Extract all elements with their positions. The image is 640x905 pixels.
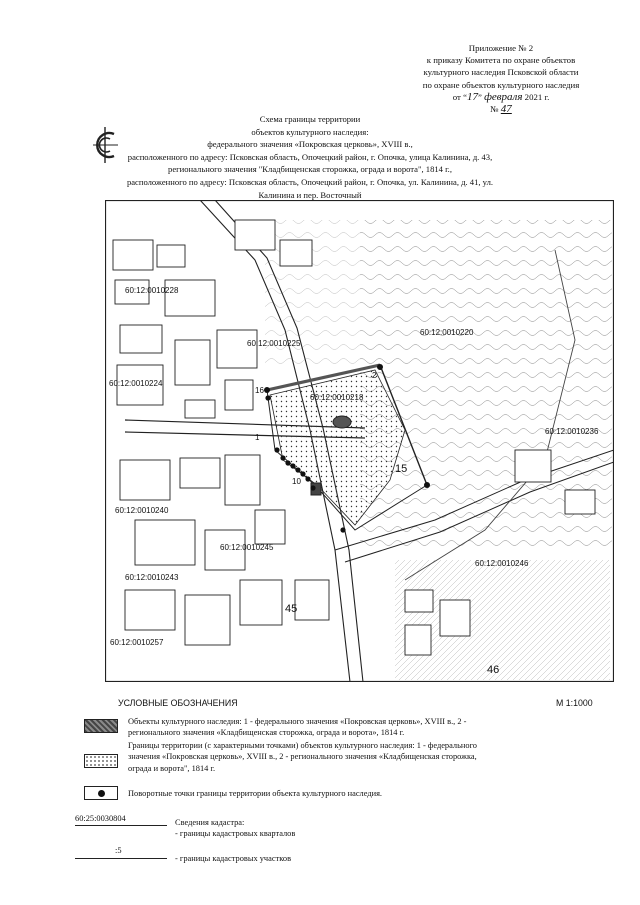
appendix-line: культурного наследия Псковской области [423,67,579,78]
date-month: февраля [484,90,523,103]
date-day: 17 [466,90,478,103]
point-label: 10 [292,477,301,486]
quarter-label: 60:12:0010220 [420,328,474,337]
quarter-label: 60:12:0010246 [475,559,529,568]
quarter-label: 60:12:0010257 [110,638,164,647]
cadastral-map [105,200,614,682]
block-number: 15 [395,463,408,475]
point-label: 16 [255,386,264,395]
cadastre-plot-code: :5 [115,846,122,855]
appendix-number: Приложение № 2 [468,43,534,53]
point-swatch [84,786,118,800]
quarter-label: 60:12:0010225 [247,339,301,348]
quarter-label: 60:12:0010243 [125,573,179,582]
cadastre-quarter-code: 60:25:0030804 [75,814,126,823]
appendix-line: по охране объектов культурного наследия [422,79,580,90]
quarter-label: 60:12:0010236 [545,427,599,436]
block-number: 45 [285,603,298,615]
point-label: 2 [372,371,377,380]
territory-swatch [84,754,118,768]
order-date: от “17” февраля 2021 г. [452,90,550,103]
appendix-header [395,42,607,115]
object-swatch [84,719,118,733]
quarter-label: 60:12:0010224 [109,379,163,388]
scheme-title: Схема границы территории объектов культурного наследия: федерального значения «Покровская церковь», XVIII в., расположенного по адресу: Псковская область, Опочецкий район, г. Опочка, улица Калинина, д. 43, регионального значения "Кладбищенская сторожка, ограда и ворота", 1814 г., расположенного по адресу: Псковская область, Опочецкий район, г. Опочка, ул. Калинина, д. 41, ул. Калинина и пер. Восточный [126,114,494,200]
block-number: 46 [487,664,500,676]
quarter-label: 60:12:0010218 [310,393,364,402]
legend-heading: УСЛОВНЫЕ ОБОЗНАЧЕНИЯ [118,698,238,708]
quarter-label: 60:12:0010228 [125,286,179,295]
appendix-line: к приказу Комитета по охране объектов [426,55,576,66]
map-scale: М 1:1000 [556,698,593,708]
quarter-label: 60:12:0010245 [220,543,274,552]
date-year: 2021 г. [524,91,550,102]
quarter-label: 60:12:0010240 [115,506,169,515]
date-prefix: от [452,91,461,102]
point-label: 1 [255,433,260,442]
order-number: № 47 [490,103,512,116]
